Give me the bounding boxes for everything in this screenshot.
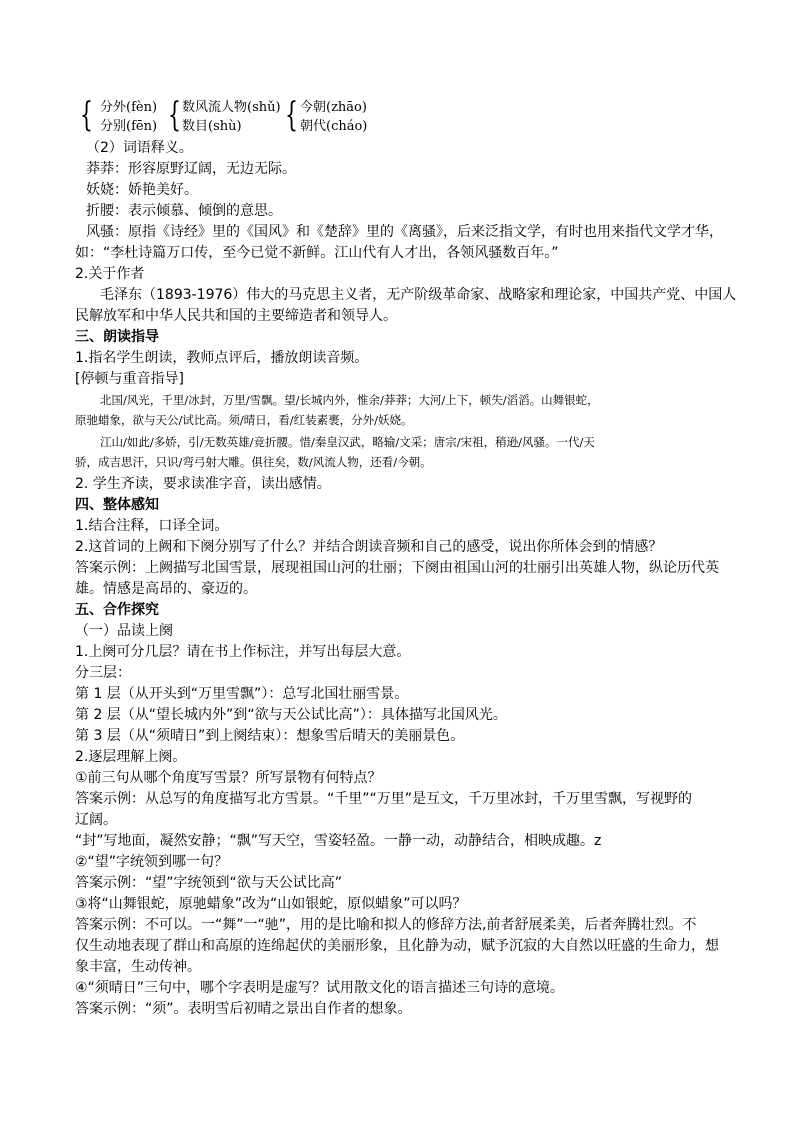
section-title: 三、朗读指导 <box>75 329 159 345</box>
text-line: 辽阔。 <box>75 812 117 828</box>
text-line: 如：“李杜诗篇万口传，至今已觉不新鲜。江山代有人才出，各领风骚数百年。” <box>75 245 559 261</box>
pron-item: 数风流人物(shǔ) <box>182 100 281 115</box>
text-line: 象丰富，生动传神。 <box>75 959 201 975</box>
left-brace: { <box>285 95 298 135</box>
poem-line: 原驰蜡象，欲与天公/试比高。须/晴日，看/红装素裹，分外/妖娆。 <box>75 413 413 427</box>
pron-item: 数目(shù) <box>182 119 242 134</box>
section-subheading: （2）词语释义。 <box>86 140 193 156</box>
text-line: 1.结合注释，口译全词。 <box>75 518 229 534</box>
pron-item: 朝代(cháo) <box>300 119 368 134</box>
text-line: 折腰：表示倾慕、倾倒的意思。 <box>86 203 282 219</box>
pron-item: 分外(fèn) <box>100 100 158 115</box>
poem-line: 江山/如此/多娇，引/无数英雄/竞折腰。惜/秦皇汉武，略输/文采；唐宗/宋祖，稍逊/风骚。一代/天 <box>100 435 595 449</box>
text-line: 雄。情感是高昂的、豪迈的。 <box>75 581 257 597</box>
text-line: 答案示例：上阙描写北国雪景，展现祖国山河的壮丽；下阕由祖国山河的壮丽引出英雄人物，纵论历代英 <box>75 560 719 576</box>
text-line: 莽莽：形容原野辽阔，无边无际。 <box>86 161 296 177</box>
poem-line: 北国/风光，千里/冰封，万里/雪飘。望/长城内外，惟余/莽莽；大河/上下，顿失/滔滔。山舞银蛇， <box>100 393 599 407</box>
text-line: 1.指名学生朗读，教师点评后，播放朗读音频。 <box>75 350 369 366</box>
section-subheading: （一）品读上阕 <box>75 623 173 639</box>
text-line: 第 1 层（从开头到“万里雪飘”）：总写北国壮丽雪景。 <box>75 686 409 702</box>
text-line: [停顿与重音指导] <box>75 371 184 387</box>
poem-line: 骄，成吉思汗，只识/弯弓射大雕。俱往矣，数/风流人物，还看/今朝。 <box>75 455 432 469</box>
text-line: 答案示例：不可以。一“舞”一“驰”，用的是比喻和拟人的修辞方法,前者舒展柔美，后者奔腾壮烈。不 <box>75 917 697 933</box>
pron-item: 分别(fēn) <box>100 119 158 134</box>
text-line: 妖娆：娇艳美好。 <box>86 182 198 198</box>
text-line: “封”写地面，凝然安静；“飘”写天空，雪姿轻盈。一静一动，动静结合，相映成趣。z <box>75 833 602 849</box>
text-line: 分三层： <box>75 665 131 681</box>
text-line: 1.上阕可分几层？请在书上作标注，并写出每层大意。 <box>75 644 411 660</box>
question-line: ①前三句从哪个角度写雪景？所写景物有何特点？ <box>75 770 382 786</box>
left-brace: { <box>168 95 181 135</box>
text-line: 答案示例：从总写的角度描写北方雪景。“千里”“万里”是互文，千万里冰封，千万里雪飘，写视野的 <box>75 791 693 807</box>
text-line: 2.这首词的上阙和下阕分别写了什么？并结合朗读音频和自己的感受，说出你所体会到的情感？ <box>75 539 663 555</box>
section-title: 五、合作探究 <box>75 602 159 618</box>
text-line: 风骚：原指《诗经》里的《国风》和《楚辞》里的《离骚》，后来泛指文学，有时也用来指代文学才华， <box>86 224 723 240</box>
text-line: 2. 学生齐读，要求读准字音，读出感情。 <box>75 476 331 492</box>
question-line: ②“望”字统领到哪一句？ <box>75 854 229 870</box>
text-line: 毛泽东（1893-1976）伟大的马克思主义者，无产阶级革命家、战略家和理论家，中国共产党、中国人 <box>100 287 737 303</box>
text-line: 答案示例：“望”字统领到“欲与天公试比高” <box>75 875 343 891</box>
question-line: ③将“山舞银蛇，原驰蜡象”改为“山如银蛇，原似蜡象”可以吗？ <box>75 896 467 912</box>
section-title: 四、整体感知 <box>75 497 159 513</box>
left-brace: { <box>80 95 93 135</box>
question-line: ④“须晴日”三句中，哪个字表明是虚写？试用散文化的语言描述三句诗的意境。 <box>75 980 565 996</box>
text-line: 答案示例：“须”。表明雪后初晴之景出自作者的想象。 <box>75 1001 412 1017</box>
pron-item: 今朝(zhāo) <box>300 100 367 115</box>
text-line: 第 3 层（从“须晴日”到上阕结束）：想象雪后晴天的美丽景色。 <box>75 728 465 744</box>
text-line: 第 2 层（从“望长城内外”到“欲与天公试比高”）：具体描写北国风光。 <box>75 707 507 723</box>
text-line: 仅生动地表现了群山和高原的连绵起伏的美丽形象，且化静为动，赋予沉寂的大自然以旺盛的生命力，想 <box>75 938 719 954</box>
subsection-title: 2.关于作者 <box>75 266 145 282</box>
text-line: 民解放军和中华人民共和国的主要缔造者和领导人。 <box>75 308 397 324</box>
text-line: 2.逐层理解上阕。 <box>75 749 187 765</box>
